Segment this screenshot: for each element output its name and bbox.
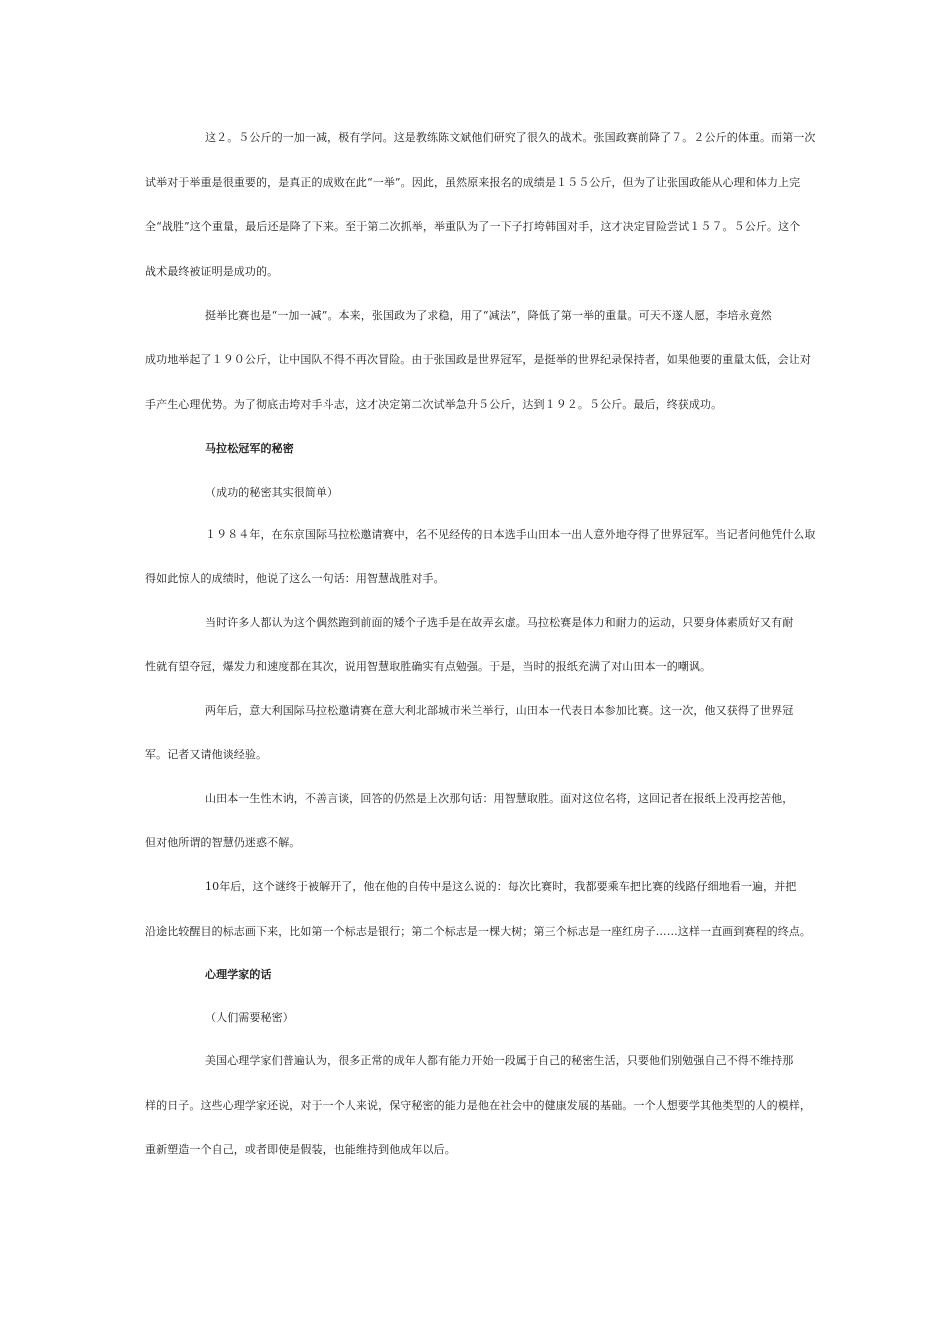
text-line: 军。记者又请他谈经验。 [145,748,268,761]
text-line: 试举对于举重是很重要的，是真正的成败在此“一举”。因此，虽然原来报名的成绩是１５５公斤，但为了让张国政能从心理和体力上完 [145,176,801,189]
text-line: 挺举比赛也是“一加一减”。本来，张国政为了求稳，用了“减法”，降低了第一举的重量。可天不遂人愿，李培永竟然 [205,309,772,322]
text-line: 战术最终被证明是成功的。 [145,265,279,278]
text-line: 美国心理学家们普遍认为，很多正常的成年人都有能力开始一段属于自己的秘密生活，只要他们别勉强自己不得不维持那 [205,1054,794,1067]
text-line: 得如此惊人的成绩时，他说了这么一句话：用智慧战胜对手。 [145,572,445,585]
text-line: 成功地举起了１９０公斤，让中国队不得不再次冒险。由于张国政是世界冠军，是挺举的世界纪录保持者，如果他要的重量太低，会让对 [145,353,811,366]
text-line: 这２。５公斤的一加一减，极有学问。这是教练陈文斌他们研究了很久的战术。张国政赛前降了７。２公斤的体重。而第一次 [205,131,816,144]
text-line: １９８４年，在东京国际马拉松邀请赛中，名不见经传的日本选手山田本一出人意外地夺得了世界冠军。当记者问他凭什么取 [205,528,816,541]
text-line: 重新塑造一个自己，或者即使是假装，也能维持到他成年以后。 [145,1143,456,1156]
text-line: 10年后，这个谜终于被解开了，他在他的自传中是这么说的：每次比赛时，我都要乘车把比赛的线路仔细地看一遍，并把 [205,880,797,893]
text-line: 手产生心理优势。为了彻底击垮对手斗志，这才决定第二次试举急升５公斤，达到１９２。５公斤。最后，终获成功。 [145,398,723,411]
text-line: 性就有望夺冠，爆发力和速度都在其次，说用智慧取胜确实有点勉强。于是，当时的报纸充满了对山田本一的嘲讽。 [145,660,712,673]
text-line: 全“战胜”这个重量，最后还是降了下来。至于第二次抓举，举重队为了一下子打垮韩国对手，这才决定冒险尝试１５７。５公斤。这个 [145,220,801,233]
section-heading: 心理学家的话 [205,968,272,981]
section-subtitle: （人们需要秘密） [205,1011,294,1024]
text-line: 但对他所谓的智慧仍迷惑不解。 [145,836,301,849]
text-line: 当时许多人都认为这个偶然跑到前面的矮个子选手是在故弄玄虚。马拉松赛是体力和耐力的运动，只要身体素质好又有耐 [205,616,794,629]
section-heading: 马拉松冠军的秘密 [205,442,294,455]
text-line: 两年后，意大利国际马拉松邀请赛在意大利北部城市米兰举行，山田本一代表日本参加比赛。这一次，他又获得了世界冠 [205,704,794,717]
text-line: 样的日子。这些心理学家还说，对于一个人来说，保守秘密的能力是他在社会中的健康发展的基础。一个人想要学其他类型的人的模样， [145,1099,811,1112]
text-line: 沿途比较醒目的标志画下来，比如第一个标志是银行；第二个标志是一棵大树；第三个标志是一座红房子……这样一直画到赛程的终点。 [145,925,811,938]
text-line: 山田本一生性木讷，不善言谈，回答的仍然是上次那句话：用智慧取胜。面对这位名将，这回记者在报纸上没再挖苦他， [205,792,794,805]
section-subtitle: （成功的秘密其实很简单） [205,486,339,499]
